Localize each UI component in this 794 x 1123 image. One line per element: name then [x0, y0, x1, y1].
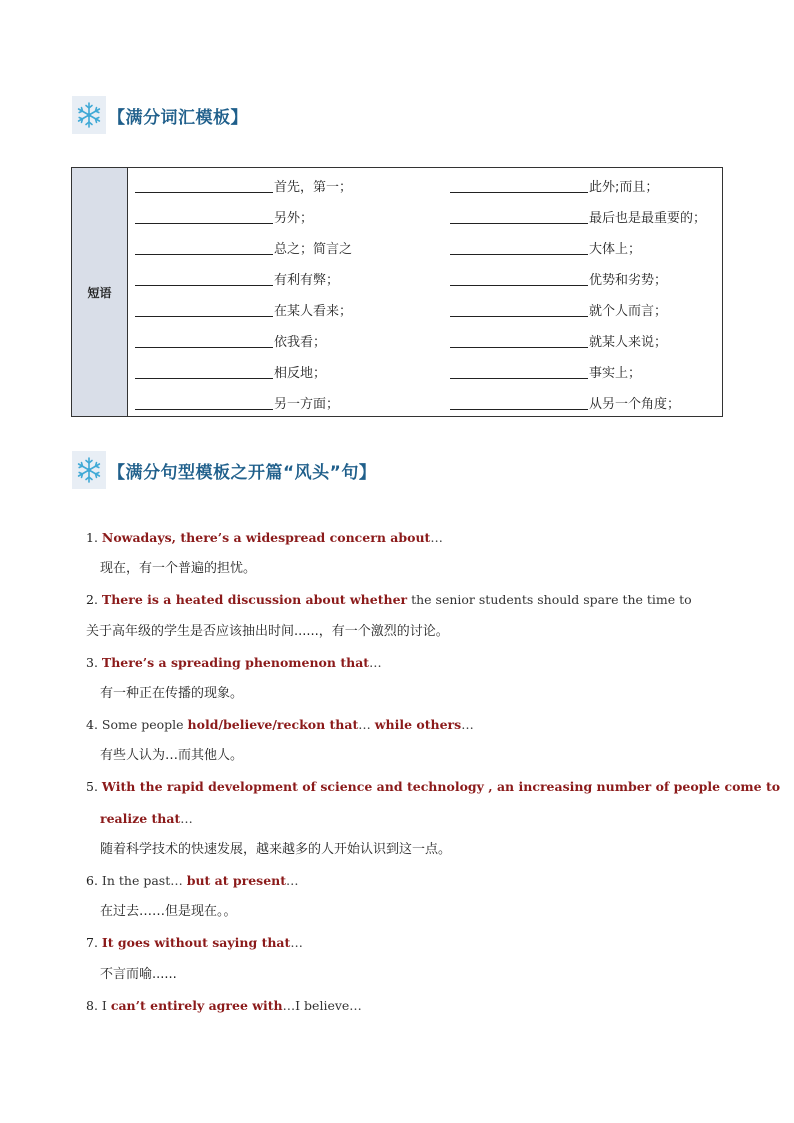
- translation: 现在，有一个普遍的担忧。: [100, 561, 257, 576]
- answer-blank[interactable]: [135, 180, 273, 193]
- answer-blank[interactable]: [135, 335, 273, 348]
- key-phrase: Nowadays, there’s a widespread concern about: [101, 530, 431, 545]
- phrase-meaning: 就个人而言；: [589, 304, 668, 319]
- sentence-5-continued: [100, 811, 193, 827]
- plain-text: …: [180, 811, 193, 826]
- plain-text: …: [286, 873, 299, 888]
- phrase-meaning: 相反地；: [274, 366, 327, 381]
- plain-text: …: [290, 935, 303, 950]
- answer-blank[interactable]: [450, 335, 588, 348]
- vocab-row: [128, 263, 722, 294]
- sentence-number: 3.: [86, 655, 98, 670]
- answer-blank[interactable]: [450, 180, 588, 193]
- translation: 关于高年级的学生是否应该抽出时间......，有一个激烈的讨论。: [86, 624, 449, 639]
- phrase-meaning: 依我看；: [274, 335, 327, 350]
- answer-blank[interactable]: [450, 397, 588, 410]
- answer-blank[interactable]: [450, 211, 588, 224]
- sentence-6: [86, 873, 299, 889]
- sentence-number: 7.: [86, 935, 98, 950]
- vocab-row: [128, 387, 722, 418]
- plain-text: …: [430, 530, 443, 545]
- plain-text: …I believe…: [282, 998, 362, 1013]
- sentence-number: 1.: [86, 530, 98, 545]
- section-title: 【满分词汇模板】: [108, 107, 248, 128]
- answer-blank[interactable]: [450, 304, 588, 317]
- answer-blank[interactable]: [135, 211, 273, 224]
- key-phrase: It goes without saying that: [101, 935, 291, 950]
- vocab-row: [128, 201, 722, 232]
- phrase-meaning: 优势和劣势；: [589, 273, 668, 288]
- translation: 有一种正在传播的现象。: [100, 686, 244, 701]
- translation: 不言而喻......: [100, 967, 177, 982]
- sentence-1: [86, 530, 443, 546]
- sentence-3: [86, 655, 382, 671]
- phrase-meaning: 首先，第一；: [274, 180, 353, 195]
- key-phrase: hold/believe/reckon that: [187, 717, 359, 732]
- vocab-rows: [128, 168, 722, 416]
- phrase-meaning: 在某人看来；: [274, 304, 353, 319]
- phrase-meaning: 就某人来说；: [589, 335, 668, 350]
- phrase-meaning: 此外;而且；: [589, 180, 659, 195]
- answer-blank[interactable]: [450, 242, 588, 255]
- key-phrase: can’t entirely agree with: [110, 998, 283, 1013]
- answer-blank[interactable]: [450, 273, 588, 286]
- phrase-meaning: 事实上；: [589, 366, 642, 381]
- sentence-8: [86, 998, 362, 1014]
- translation: 有些人认为…而其他人。: [100, 748, 244, 763]
- phrase-meaning: 另外；: [274, 211, 314, 226]
- sentence-7: [86, 935, 303, 951]
- key-phrase: while others: [374, 717, 462, 732]
- sentence-number: 4.: [86, 717, 98, 732]
- sentence-4: [86, 717, 474, 733]
- snowflake-icon: [72, 96, 106, 134]
- vocab-row: [128, 170, 722, 201]
- plain-text: I: [101, 998, 111, 1013]
- sentence-number: 5.: [86, 779, 98, 794]
- translation: 随着科学技术的快速发展，越来越多的人开始认识到这一点。: [100, 842, 452, 857]
- key-phrase: realize that: [100, 811, 181, 826]
- answer-blank[interactable]: [135, 366, 273, 379]
- sentence-5: [86, 779, 780, 795]
- answer-blank[interactable]: [135, 273, 273, 286]
- plain-text: …: [461, 717, 474, 732]
- vocab-table: [71, 167, 723, 417]
- section-heading-vocab: [72, 95, 248, 135]
- answer-blank[interactable]: [135, 242, 273, 255]
- vocab-category-label: 短语: [72, 168, 128, 416]
- vocab-row: [128, 294, 722, 325]
- translation: 在过去……但是现在。。: [100, 904, 237, 919]
- phrase-meaning: 最后也是最重要的；: [589, 211, 707, 226]
- sentence-number: 2.: [86, 592, 98, 607]
- phrase-meaning: 有利有弊；: [274, 273, 340, 288]
- phrase-meaning: 大体上；: [589, 242, 642, 257]
- vocab-row: [128, 232, 722, 263]
- vocab-row: [128, 325, 722, 356]
- plain-text: …: [369, 655, 382, 670]
- sentence-number: 6.: [86, 873, 98, 888]
- answer-blank[interactable]: [135, 304, 273, 317]
- sentence-number: 8.: [86, 998, 98, 1013]
- section-heading-sentences: [72, 450, 376, 490]
- phrase-meaning: 总之；简言之: [274, 242, 353, 257]
- answer-blank[interactable]: [135, 397, 273, 410]
- plain-text: Some people: [101, 717, 188, 732]
- key-phrase: There’s a spreading phenomenon that: [101, 655, 370, 670]
- key-phrase: but at present: [186, 873, 287, 888]
- phrase-meaning: 从另一个角度；: [589, 397, 681, 412]
- key-phrase: There is a heated discussion about whether: [101, 592, 408, 607]
- answer-blank[interactable]: [450, 366, 588, 379]
- vocab-row: [128, 356, 722, 387]
- snowflake-icon: [72, 451, 106, 489]
- sentence-2: [86, 592, 692, 608]
- key-phrase: With the rapid development of science and technology , an increasing number of people come to: [101, 779, 781, 794]
- phrase-meaning: 另一方面；: [274, 397, 340, 412]
- section-title: 【满分句型模板之开篇“风头”句】: [108, 462, 377, 483]
- plain-text: the senior students should spare the time to: [407, 592, 692, 607]
- plain-text: In the past…: [101, 873, 187, 888]
- plain-text: …: [358, 717, 375, 732]
